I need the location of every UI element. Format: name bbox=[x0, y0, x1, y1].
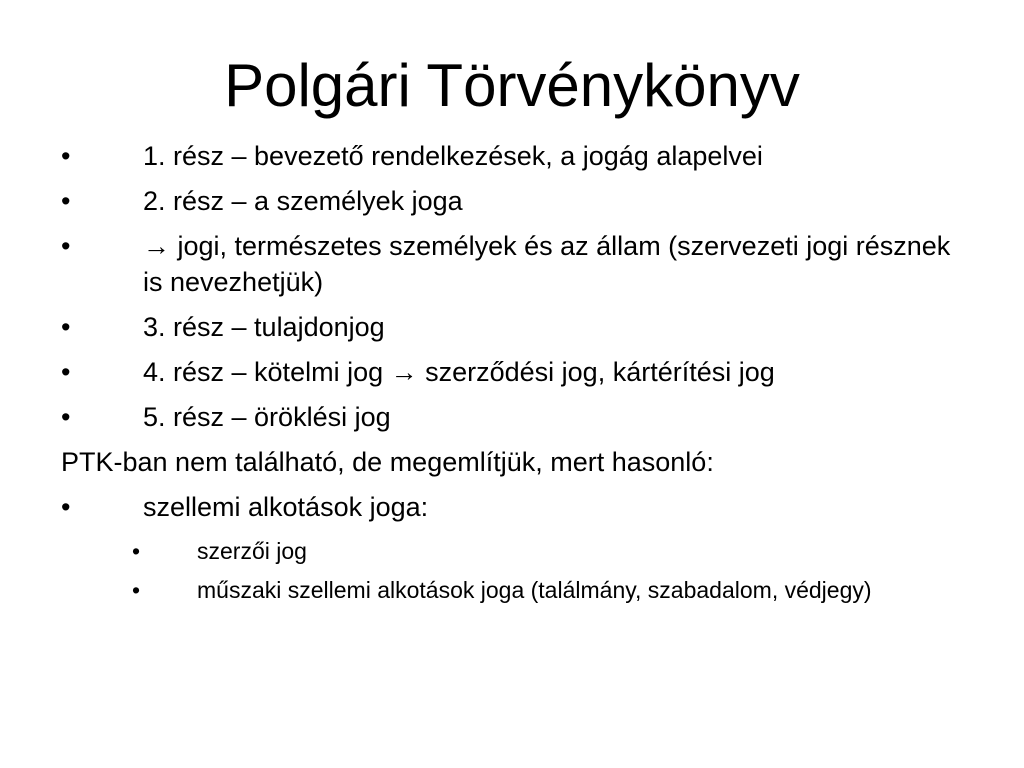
bullet-icon: • bbox=[132, 538, 141, 564]
bullet-text: 4. rész – kötelmi jog → szerződési jog, kártérítési jog bbox=[143, 357, 775, 387]
bullet-item bbox=[0, 138, 1024, 174]
bullet-text: szellemi alkotások joga: bbox=[143, 492, 429, 522]
bullet-icon: • bbox=[61, 357, 71, 387]
bullet-icon: • bbox=[61, 141, 71, 171]
slide-body bbox=[0, 138, 1024, 612]
bullet-icon: • bbox=[61, 231, 71, 261]
bullet-item bbox=[0, 354, 1024, 390]
bullet-item bbox=[0, 183, 1024, 219]
sub-bullet-item bbox=[0, 534, 1024, 568]
bullet-icon: • bbox=[61, 402, 71, 432]
bullet-item bbox=[0, 489, 1024, 525]
bullet-item bbox=[0, 399, 1024, 435]
bullet-icon: • bbox=[132, 577, 141, 603]
bullet-item bbox=[0, 228, 1024, 300]
bullet-item bbox=[0, 309, 1024, 345]
sub-bullet-text: műszaki szellemi alkotások joga (találmány, szabadalom, védjegy) bbox=[197, 577, 872, 603]
sub-bullet-text: szerzői jog bbox=[197, 538, 307, 564]
bullet-icon: • bbox=[61, 186, 71, 216]
plain-text-line: PTK-ban nem található, de megemlítjük, mert hasonló: bbox=[61, 447, 714, 477]
bullet-icon: • bbox=[61, 312, 71, 342]
bullet-text: 2. rész – a személyek joga bbox=[143, 186, 463, 216]
bullet-text: 3. rész – tulajdonjog bbox=[143, 312, 385, 342]
bullet-text: → jogi, természetes személyek és az állam (szervezeti jogi résznek is nevezhetjük) bbox=[143, 231, 951, 297]
bullet-text: 5. rész – öröklési jog bbox=[143, 402, 391, 432]
bullet-icon: • bbox=[61, 492, 71, 522]
slide-title: Polgári Törvénykönyv bbox=[224, 52, 800, 119]
bullet-text: 1. rész – bevezető rendelkezések, a jogág alapelvei bbox=[143, 141, 763, 171]
sub-bullet-item bbox=[0, 573, 1024, 607]
